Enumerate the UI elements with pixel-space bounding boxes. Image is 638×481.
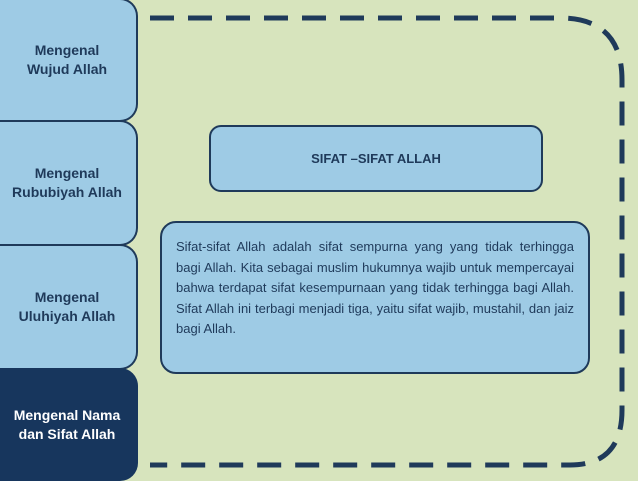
- tab-rububiyah-allah-label: Mengenal Rububiyah Allah: [12, 165, 122, 200]
- description-text: Sifat-sifat Allah adalah sifat sempurna yang yang tidak terhingga bagi Allah. Kita sebagai muslim hukumnya wajib untuk mempercayai bahwa terdapat sifat kesempurnaan yang tidak terhingga bagi Allah. Sifat Allah ini terbagi menjadi tiga, yaitu sifat wajib, mustahil, dan jaiz bagi Allah.: [176, 239, 574, 336]
- tab-nama-sifat-allah[interactable]: [0, 368, 138, 481]
- section-title-box: [209, 125, 543, 192]
- tab-wujud-allah[interactable]: [0, 0, 138, 122]
- section-title: SIFAT –SIFAT ALLAH: [311, 151, 441, 166]
- tab-rububiyah-allah[interactable]: [0, 120, 138, 246]
- tab-wujud-allah-label: Mengenal Wujud Allah: [26, 42, 108, 77]
- tab-uluhiyah-allah[interactable]: [0, 244, 138, 370]
- tab-nama-sifat-allah-label: Mengenal Nama dan Sifat Allah: [13, 406, 121, 442]
- description-box: [160, 221, 590, 374]
- tab-uluhiyah-allah-label: Mengenal Uluhiyah Allah: [18, 289, 116, 324]
